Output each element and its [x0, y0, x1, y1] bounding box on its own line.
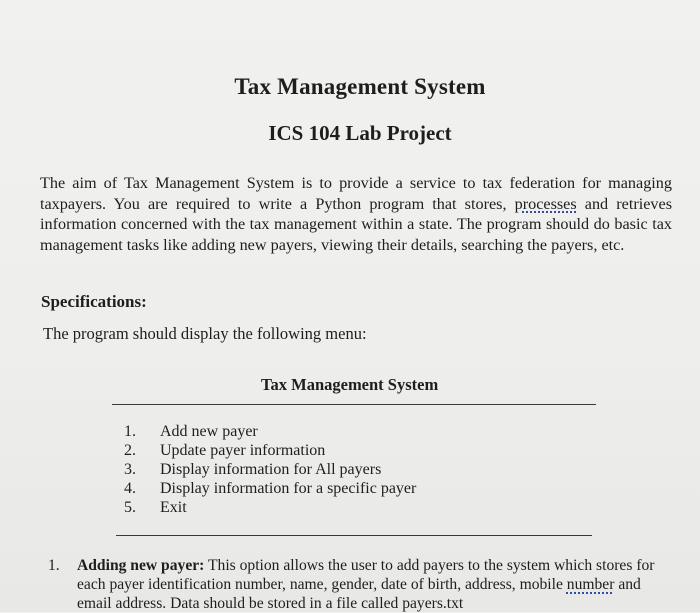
document-title: Tax Management System	[234, 74, 486, 99]
menu-top-divider	[112, 404, 596, 405]
intro-text-part1: The aim of Tax Management System is to provide a service to tax federation for managing taxpayers. You are required to write a Python program that stores,	[40, 174, 672, 213]
menu-item	[124, 498, 416, 517]
detail-item-number: 1.	[48, 557, 60, 574]
menu-title: Tax Management System	[261, 375, 439, 394]
menu-list	[124, 422, 416, 517]
intro-paragraph	[40, 173, 672, 255]
detail-item-text-before: This option allows the user to add payers to the system which stores for each payer identification number, name, gender, date of birth, address, mobile	[77, 557, 655, 593]
processes-word: processes	[514, 194, 577, 213]
specifications-heading: Specifications:	[41, 292, 147, 311]
detail-item-add-payer	[48, 556, 664, 613]
menu-item	[124, 441, 416, 460]
menu-item-number: 4.	[124, 480, 136, 497]
menu-bottom-divider	[116, 535, 592, 536]
menu-item-label: Add new payer	[160, 423, 258, 440]
menu-item-number: 3.	[124, 461, 136, 478]
menu-item-number: 5.	[124, 499, 136, 516]
menu-item-number: 2.	[124, 442, 136, 459]
document-subtitle: ICS 104 Lab Project	[268, 121, 452, 145]
menu-item-label: Display information for All payers	[160, 461, 382, 478]
detail-item-body	[77, 556, 664, 613]
detail-item-text-after: and email address. Data should be stored in a file called payers.txt	[77, 576, 641, 612]
number-word: number	[566, 576, 615, 593]
menu-item-label: Exit	[160, 499, 187, 516]
intro-text-part2: and retrieves information concerned with the tax management within a state. The program should do basic tax management tasks like adding new payers, viewing their details, searching the payers, etc.	[40, 194, 672, 254]
menu-item	[124, 422, 416, 441]
detail-item-heading: Adding new payer:	[77, 557, 205, 574]
menu-item	[124, 479, 416, 498]
specifications-text: The program should display the following menu:	[43, 324, 367, 343]
menu-item-label: Display information for a specific payer	[160, 480, 417, 497]
menu-item-label: Update payer information	[160, 442, 326, 459]
menu-item-number: 1.	[124, 423, 136, 440]
menu-item	[124, 460, 416, 479]
